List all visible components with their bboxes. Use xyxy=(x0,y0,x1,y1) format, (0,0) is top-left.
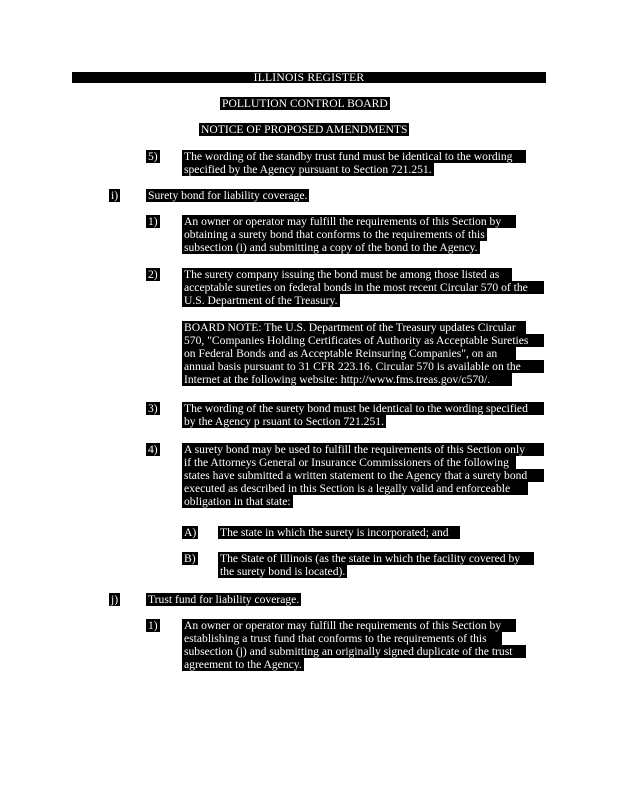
board-note-line: annual basis pursuant to 31 CFR 223.16. Circular 570 is available on the xyxy=(182,360,544,373)
item-number: 3) xyxy=(148,402,158,415)
text-line: subsection (j) and submitting an originally signed duplicate of the trust xyxy=(182,645,526,658)
item-number: 2) xyxy=(148,268,158,281)
text-line: if the Attorneys General or Insurance Commissioners of the following xyxy=(182,456,516,469)
text-line: specified by the Agency pursuant to Section 721.251. xyxy=(184,163,432,176)
item-number: j) xyxy=(111,593,119,606)
item-number: 5) xyxy=(148,150,158,163)
text-line: acceptable sureties on federal bonds in the most recent Circular 570 of the xyxy=(182,281,544,294)
board-note-line: Internet at the following website: http://www.fms.treas.gov/c570/. xyxy=(182,373,512,386)
item-number: 1) xyxy=(148,215,158,228)
text-line: The state in which the surety is incorporated; and xyxy=(218,526,460,539)
board-title: POLLUTION CONTROL BOARD xyxy=(222,97,388,110)
register-title: ILLINOIS REGISTER xyxy=(253,71,365,84)
text-line: states have submitted a written statement to the Agency that a surety bond xyxy=(182,469,544,482)
board-note-line: 570, "Companies Holding Certificates of Authority as Acceptable Sureties xyxy=(182,334,544,347)
item-number: B) xyxy=(184,552,196,565)
text-line: The wording of the standby trust fund must be identical to the wording xyxy=(182,150,526,163)
text-line: obtaining a surety bond that conforms to the requirements of this xyxy=(184,228,485,241)
item-number: 4) xyxy=(148,443,158,456)
text-line: The surety company issuing the bond must be among those listed as xyxy=(182,268,512,281)
text-line: subsection (i) and submitting a copy of the bond to the Agency. xyxy=(184,241,478,254)
text-line: U.S. Department of the Treasury. xyxy=(184,294,338,307)
register-header-bar xyxy=(72,72,546,83)
text-line: agreement to the Agency. xyxy=(184,658,302,671)
text-line: Trust fund for liability coverage. xyxy=(148,593,300,606)
text-line: obligation in that state: xyxy=(184,495,291,508)
item-number: i) xyxy=(111,189,119,202)
text-line: the surety bond is located). xyxy=(220,565,346,578)
text-line: A surety bond may be used to fulfill the requirements of this Section only xyxy=(182,443,544,456)
item-number: A) xyxy=(184,526,197,539)
text-line: The wording of the surety bond must be identical to the wording specified xyxy=(182,402,544,415)
text-line: establishing a trust fund that conforms to the requirements of this xyxy=(182,632,502,645)
board-note-line: BOARD NOTE: The U.S. Department of the Treasury updates Circular xyxy=(182,321,526,334)
text-line: Surety bond for liability coverage. xyxy=(148,189,308,202)
text-line: The State of Illinois (as the state in which the facility covered by xyxy=(218,552,534,565)
text-line: An owner or operator may fulfill the requirements of this Section by xyxy=(182,619,516,632)
text-line: An owner or operator may fulfill the requirements of this Section by xyxy=(182,215,516,228)
notice-title: NOTICE OF PROPOSED AMENDMENTS xyxy=(201,123,408,136)
text-line: executed as described in this Section is a legally valid and enforceable xyxy=(182,482,528,495)
text-line: by the Agency p rsuant to Section 721.251. xyxy=(184,415,384,428)
item-number: 1) xyxy=(148,619,158,632)
board-note-line: on Federal Bonds and as Acceptable Reinsuring Companies", on an xyxy=(182,347,516,360)
